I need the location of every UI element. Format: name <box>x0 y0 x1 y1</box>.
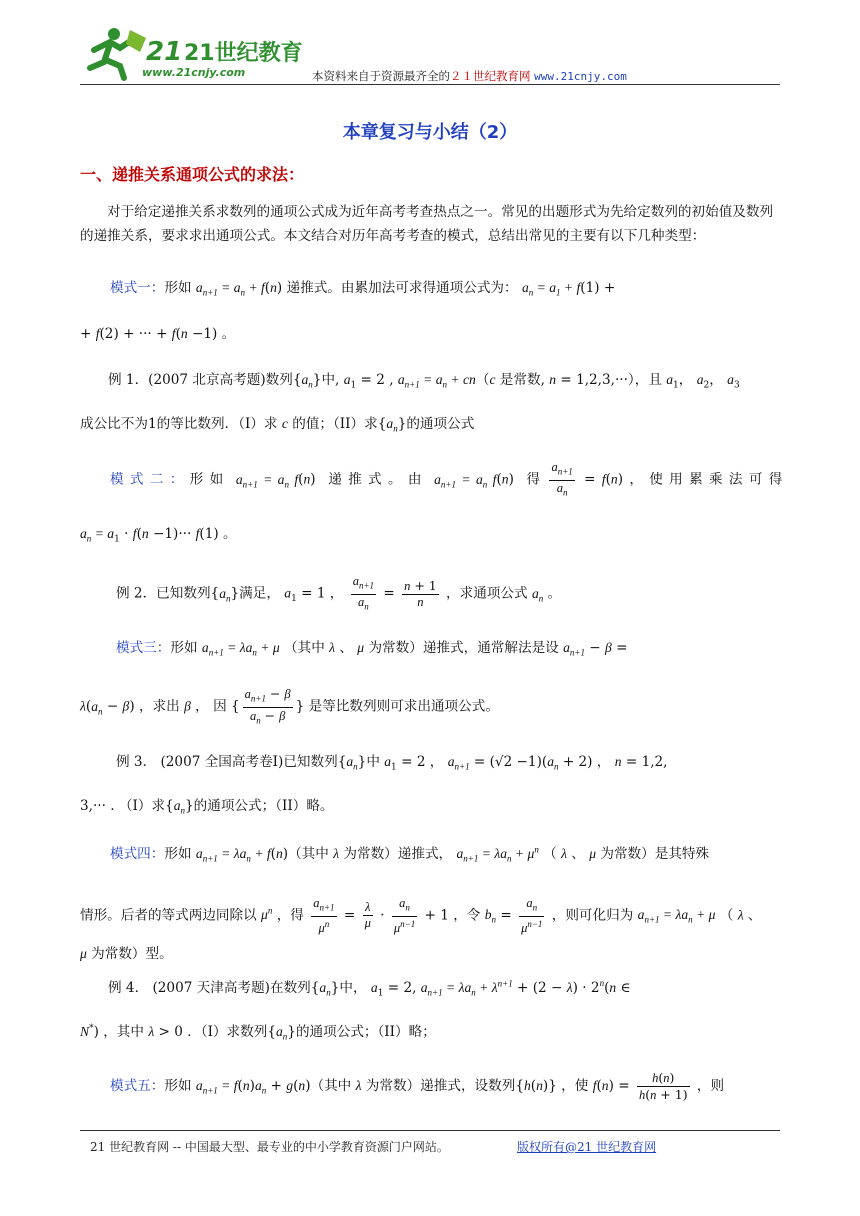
mode4-line2: 情形。后者的等式两边同除以 $\mu^n$ ，得 $\frac{a_{n+1}}{\mu^n}$ = $\frac{\lambda}{\mu}$ · $\frac{a_n}{\mu^{n-1}}$ + 1 ，令 $b_n$ = $\frac{a_n}{\mu^{n-1}}$ ，则可化归为 $a_{n+1} = \lambda a_n + \mu$ （ λ 、 <box>80 896 762 935</box>
example3-line2: 3,··· . （I）求$\{a_n\}$的通项公式；（II）略。 <box>80 798 334 816</box>
mode4-label: 模式四： <box>110 846 165 862</box>
footer-rule <box>80 1130 780 1131</box>
copyright-link[interactable]: 版权所有@21 世纪教育网 <box>517 1140 657 1154</box>
mode1-line1: 模式一：形如 $a_{n+1} = a_n + f(n)$ 递推式。由累加法可求得通项公式为： $a_n = a_1 + f(1)$ + <box>110 280 616 298</box>
example1-line1: 例 1．(2007 北京高考题)数列$\{a_n\}$中, $a_1 = 2$ , $a_{n+1} = a_n + cn(c$ 是常数, n = 1,2,3,···），且 $a_1$， $a_2$， $a_3$ <box>108 372 740 391</box>
example4-line1: 例 4． (2007 天津高考题)在数列$\{a_n\}$中， $a_1 = 2$, $a_{n+1} = \lambda a_n + \lambda^{n+1} + (2 - \lambda) \cdot 2^n(n$ ∈ <box>108 978 631 999</box>
example3-line1: 例 3． (2007 全国高考卷Ⅰ)已知数列$\{a_n\}$中 $a_1 = 2$ ， $a_{n+1} = (√2 -1)(a_n + 2)$ ， n = 1,2, <box>116 754 668 773</box>
mode2-line2: $a_n = a_1 \cdot f(n -1)\cdot\cdot\cdot f(1)$ 。 <box>80 526 237 545</box>
svg-text:www.21cnjy.com: www.21cnjy.com <box>142 66 246 79</box>
source-site-link[interactable]: ２１世纪教育网 <box>450 69 531 83</box>
mode5-label: 模式五： <box>110 1078 165 1094</box>
header-rule <box>80 84 780 85</box>
intro-paragraph: 对于给定递推关系求数列的通项公式成为近年高考考查热点之一。常见的出题形式为先给定数列的初始值及数列的递推关系，要求求出通项公式。本文结合对历年高考考查的模式，总结出常见的主要有以下几种类型： <box>80 204 774 244</box>
example4-line2: N*) ，其中 λ > 0 ．（I）求数列$\{a_n\}$的通项公式；（II）略； <box>80 1023 436 1042</box>
source-note: 本资料来自于资源最齐全的２１世纪教育网 www.21cnjy.com <box>312 69 627 83</box>
mode2-line1: 模 式 二 ： 形 如 $a_{n+1} = a_n$ f(n) 递 推 式 。 由 $a_{n+1} = a_n$ f(n) 得 $\frac{a_{n+1}}{a_n}$ = f(n) ， 使 用 累 乘 法 可 得 <box>110 460 783 497</box>
page-title: 本章复习与小结（2） <box>342 122 518 143</box>
mode5-line1: 模式五：形如 $a_{n+1} = f(n)a_n + g(n)$（其中 λ 为常数）递推式，设数列{h(n)} ，使 f(n) = $\frac{h(n)}{h(n + 1)}$ ，则 <box>110 1070 725 1102</box>
svg-text:21: 21 <box>146 37 183 67</box>
svg-text:21世纪教育: 21世纪教育 <box>184 41 303 66</box>
mode3-label: 模式三： <box>116 640 171 656</box>
footer-text: 21 世纪教育网 -- 中国最大型、最专业的中小学教育资源门户网站。 <box>90 1140 449 1154</box>
section-heading: 一、递推关系通项公式的求法： <box>80 165 305 184</box>
mode1-line2: + f(2) + ··· + f(n −1) 。 <box>80 326 236 342</box>
site-logo <box>80 22 303 82</box>
source-url-link[interactable]: www.21cnjy.com <box>534 70 627 83</box>
example2: 例 2．已知数列$\{a_n\}$满足， $a_1 = 1$ ， $\frac{a_{n+1}}{a_n}$ = $\frac{n + 1}{n}$ ，求通项公式 $a_n$ 。 <box>116 574 562 611</box>
mode4-line1: 模式四：形如 $a_{n+1} = \lambda a_n + f(n)$（其中 λ 为常数）递推式， $a_{n+1} = \lambda a_n + \mu^n$ （ λ 、 μ 为常数）是其特殊 <box>110 844 710 864</box>
mode3-line1: 模式三：形如 $a_{n+1} = \lambda a_n + \mu$ （其中 λ 、 μ 为常数）递推式，通常解法是设 $a_{n+1} - \beta$ = <box>116 640 628 658</box>
mode3-line2: $\lambda(a_n - \beta)$ ，求出 β ， 因 { $\frac{a_{n+1} - \beta}{a_n - \beta}$ } 是等比数列则可求出通项公式。 <box>80 686 499 725</box>
mode1-label: 模式一： <box>110 280 165 296</box>
example1-line2: 成公比不为1的等比数列．（I）求 c 的值；（II）求$\{a_n\}$的通项公式 <box>80 416 475 434</box>
mode2-label: 模 式 二 ： <box>110 471 184 488</box>
page-header <box>80 22 780 84</box>
mode4-line3: μ 为常数）型。 <box>80 946 173 962</box>
